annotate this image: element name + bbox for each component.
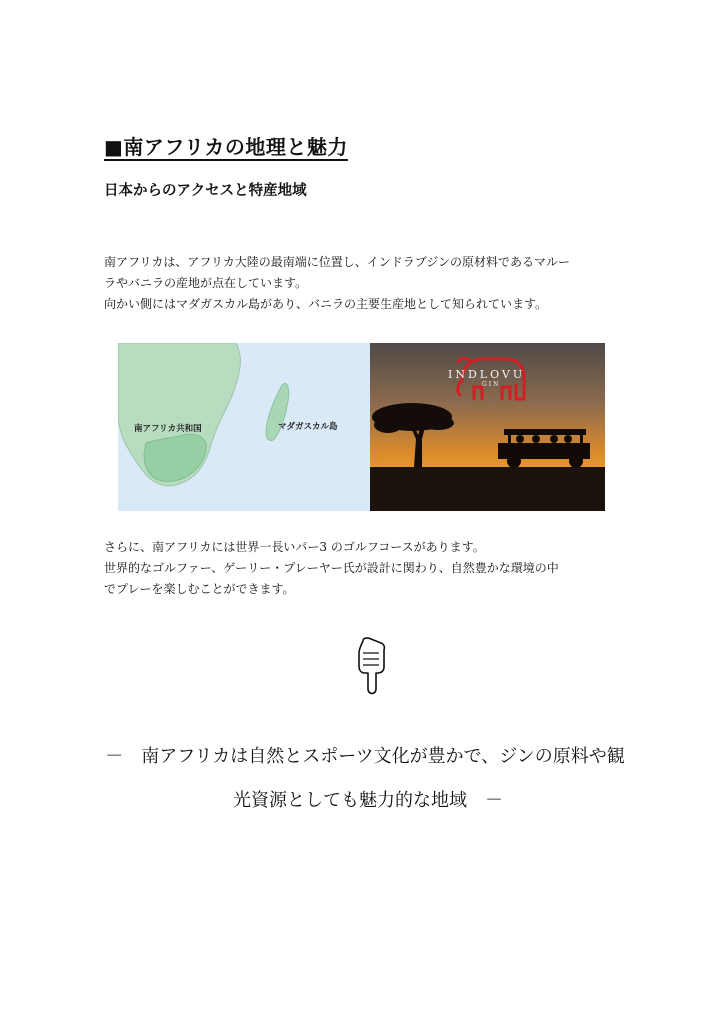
safari-sunset-photo	[370, 343, 605, 511]
section-title: ■南アフリカの地理と魅力	[104, 135, 348, 159]
pointing-down-hand-icon	[353, 637, 389, 697]
brand-logo-sub: GIN	[482, 381, 501, 388]
south-africa-label: 南アフリカ共和国	[134, 424, 202, 434]
intro-line: ラやバニラの産地が点在しています。	[104, 276, 308, 290]
golf-paragraph	[104, 537, 634, 600]
intro-paragraph	[104, 252, 634, 315]
intro-line: 向かい側にはマダガスカル島があり、バニラの主要生産地として知られています。	[104, 297, 548, 311]
madagascar-label: マダガスカル島	[278, 422, 338, 432]
intro-line: 南アフリカは、アフリカ大陸の最南端に位置し、インドラブジンの原材料であるマルー	[104, 255, 571, 269]
africa-map	[118, 343, 370, 511]
closing-line-2: 光資源としても魅力的な地域 －	[233, 790, 503, 811]
closing-line-1: － 南アフリカは自然とスポーツ文化が豊かで、ジンの原料や観	[105, 746, 625, 767]
golf-line: さらに、南アフリカには世界一長いパー3 のゴルフコースがあります。	[104, 540, 485, 554]
subtitle: 日本からのアクセスと特産地域	[104, 183, 307, 199]
map-and-photo-figure	[118, 343, 605, 511]
brand-logo-name: INDLOVU	[448, 368, 526, 381]
golf-line: 世界的なゴルファー、ゲーリー・プレーヤー氏が設計に関わり、自然豊かな環境の中	[104, 561, 559, 575]
golf-line: でプレーを楽しむことができます。	[104, 582, 295, 596]
